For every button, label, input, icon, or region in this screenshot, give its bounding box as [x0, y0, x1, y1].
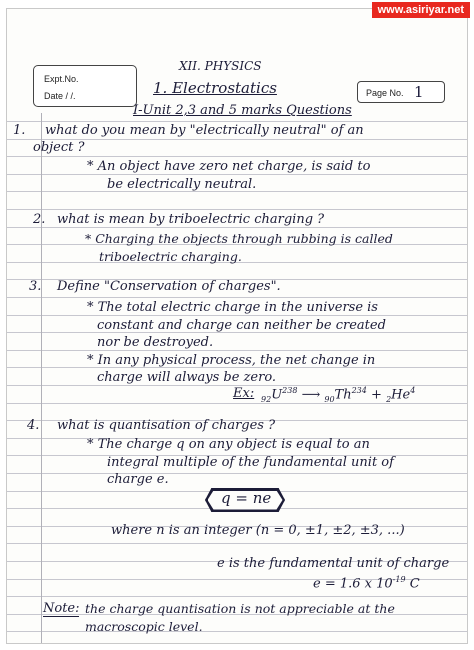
rule-line — [7, 227, 467, 228]
rule-line — [7, 297, 467, 298]
plus-sign: + — [371, 387, 382, 403]
e-value-unit: C — [409, 576, 420, 592]
subject-title: XII. PHYSICS — [179, 59, 262, 73]
product-symbol: Th — [334, 387, 352, 403]
answer-text: * In any physical process, the net change in — [87, 353, 376, 368]
answer-text: constant and charge can neither be created — [97, 318, 386, 333]
question-text: Define "Conservation of charges". — [57, 279, 281, 294]
product-mass-number: 234 — [351, 386, 367, 395]
where-text: where n is an integer (n = 0, ±1, ±2, ±3, ...) — [111, 523, 405, 538]
reactant-symbol: U — [271, 387, 283, 403]
question-number: 1. — [13, 123, 26, 138]
notebook-page — [6, 8, 468, 644]
question-text: object ? — [33, 140, 85, 155]
answer-text: triboelectric charging. — [99, 249, 242, 264]
rule-line — [7, 350, 467, 351]
alpha-mass-number: 4 — [410, 386, 416, 395]
answer-text: be electrically neutral. — [107, 177, 257, 192]
e-value-main: e = 1.6 x 10 — [313, 576, 393, 592]
question-number: 2. — [33, 212, 46, 227]
question-number: 4. — [27, 418, 40, 433]
rule-line — [7, 631, 467, 632]
expt-date-box — [33, 65, 137, 107]
example-label: Ex: — [233, 386, 255, 401]
rule-line — [7, 543, 467, 544]
question-text: what is quantisation of charges ? — [57, 418, 276, 433]
note-label: Note: — [43, 601, 80, 616]
e-value-exponent: -19 — [392, 575, 406, 584]
rule-line — [7, 596, 467, 597]
unit-title: I-Unit 2,3 and 5 marks Questions — [133, 103, 352, 118]
answer-text: charge will always be zero. — [97, 370, 277, 385]
alpha-atomic-number: 2 — [386, 394, 392, 404]
e-definition: e is the fundamental unit of charge — [217, 556, 450, 571]
date-label: Date / /. — [44, 91, 76, 101]
answer-text: nor be destroyed. — [97, 335, 214, 350]
answer-text: integral multiple of the fundamental unit of — [107, 455, 394, 470]
nuclear-equation — [261, 386, 415, 404]
rule-line — [7, 209, 467, 210]
note-text: macroscopic level. — [85, 619, 203, 634]
page-label: Page No. — [366, 88, 404, 98]
answer-text: * The total electric charge in the universe is — [87, 300, 378, 315]
rule-line — [7, 156, 467, 157]
rule-line — [7, 174, 467, 175]
page-number: 1 — [414, 83, 424, 101]
question-number: 3. — [29, 279, 42, 294]
rule-line — [7, 315, 467, 316]
answer-text: * An object have zero net charge, is said to — [87, 159, 371, 174]
note-underline — [43, 616, 79, 617]
question-text: what do you mean by "electrically neutral" of an — [45, 123, 364, 138]
formula-text: q = ne — [221, 489, 272, 507]
expt-label: Expt.No. — [44, 74, 79, 84]
answer-text: charge e. — [107, 472, 169, 487]
note-text: the charge quantisation is not appreciable at the — [85, 601, 395, 616]
question-text: what is mean by triboelectric charging ? — [57, 212, 325, 227]
alpha-symbol: He — [391, 387, 411, 403]
e-value — [313, 575, 420, 591]
rule-line — [7, 473, 467, 474]
chapter-title: 1. Electrostatics — [153, 79, 277, 97]
rule-line — [7, 121, 467, 122]
reactant-atomic-number: 92 — [261, 394, 272, 404]
page-number-box — [357, 81, 445, 103]
product-atomic-number: 90 — [324, 394, 335, 404]
answer-text: * Charging the objects through rubbing is called — [85, 231, 393, 246]
answer-text: * The charge q on any object is equal to an — [87, 437, 370, 452]
watermark-banner: www.asiriyar.net — [372, 2, 470, 18]
reaction-arrow: ⟶ — [301, 387, 321, 403]
margin-line — [41, 113, 42, 643]
reactant-mass-number: 238 — [282, 386, 298, 395]
